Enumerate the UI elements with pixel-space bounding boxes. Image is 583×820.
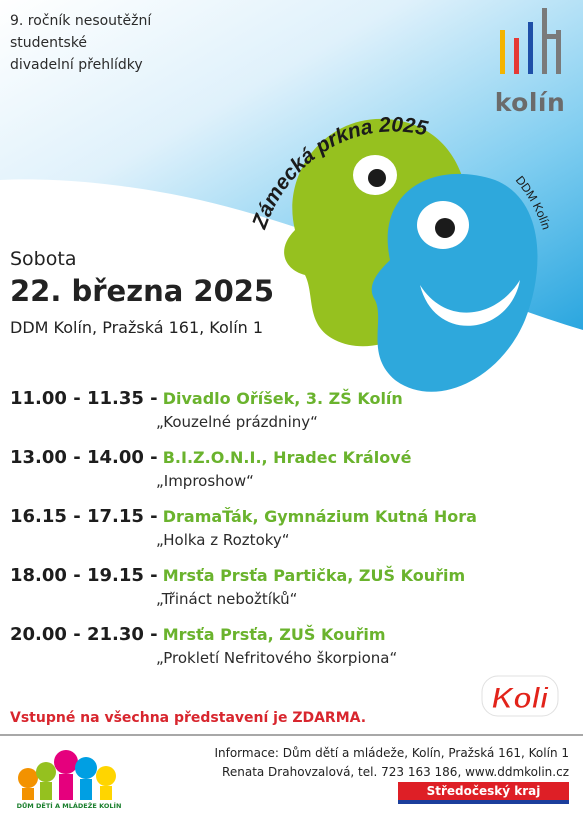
footer-divider — [0, 734, 583, 736]
slot-time: 20.00 - 21.30 - — [10, 624, 158, 645]
slot-ensemble: Divadlo Oříšek, 3. ZŠ Kolín — [162, 389, 403, 408]
event-day: Sobota — [10, 248, 77, 270]
slot-ensemble: DramaŤák, Gymnázium Kutná Hora — [162, 507, 477, 526]
slot-ensemble: Mrsťa Prsťa, ZUŠ Kouřim — [162, 625, 386, 644]
program-slot — [10, 506, 480, 565]
kolin-bars-icon — [496, 8, 566, 78]
slot-ensemble: B.I.Z.O.N.I., Hradec Králové — [162, 448, 412, 467]
intro-text — [10, 10, 151, 76]
intro-line: 9. ročník nesoutěžní — [10, 13, 152, 29]
intro-line: studentské — [10, 35, 88, 51]
region-badge — [398, 782, 569, 804]
slot-title: „Kouzelné prázdniny“ — [156, 413, 318, 431]
slot-time: 16.15 - 17.15 - — [10, 506, 158, 527]
slot-title: „Třináct nebožtíků“ — [156, 590, 298, 608]
slot-time: 11.00 - 11.35 - — [10, 388, 158, 409]
contact-info — [214, 744, 569, 782]
event-info — [10, 248, 274, 337]
svg-text:Koli: Koli — [491, 682, 549, 715]
region-label: Středočeský kraj — [426, 784, 541, 798]
ddm-logo-label: DŮM DĚTÍ A MLÁDEŽE KOLÍN — [16, 802, 122, 810]
slot-ensemble: Mrsťa Prsťa Partička, ZUŠ Kouřim — [162, 566, 466, 585]
slot-title: „Holka z Roztoky“ — [156, 531, 290, 549]
program-list — [10, 388, 480, 683]
slot-title: „Improshow“ — [156, 472, 254, 490]
program-slot — [10, 447, 480, 506]
slot-time: 13.00 - 14.00 - — [10, 447, 158, 468]
region-blue-band — [398, 800, 569, 804]
ddm-figures-icon — [14, 738, 124, 802]
festival-title: Zámecká prkna 2025 — [248, 113, 430, 232]
ddm-logo — [14, 738, 124, 816]
intro-line: divadelní přehlídky — [10, 57, 143, 73]
blue-mask-icon — [372, 174, 538, 392]
contact-line: Renata Drahovzalová, tel. 723 163 186, www.ddmkolin.cz — [222, 765, 569, 779]
festival-emblem — [225, 80, 555, 410]
event-venue: DDM Kolín, Pražská 161, Kolín 1 — [10, 318, 264, 337]
koli-logo-icon — [480, 672, 560, 720]
kolin-logo-text: kolín — [494, 88, 566, 117]
slot-title: „Prokletí Nefritového škorpiona“ — [156, 649, 398, 667]
admission-note: Vstupné na všechna představení je ZDARMA. — [10, 710, 367, 726]
program-slot — [10, 565, 480, 624]
organizer-tag: DDM Kolín — [512, 173, 554, 232]
program-slot — [10, 624, 480, 683]
event-date: 22. března 2025 — [10, 274, 275, 308]
contact-line: Informace: Dům dětí a mládeže, Kolín, Pražská 161, Kolín 1 — [214, 746, 569, 760]
program-slot — [10, 388, 480, 447]
slot-time: 18.00 - 19.15 - — [10, 565, 158, 586]
